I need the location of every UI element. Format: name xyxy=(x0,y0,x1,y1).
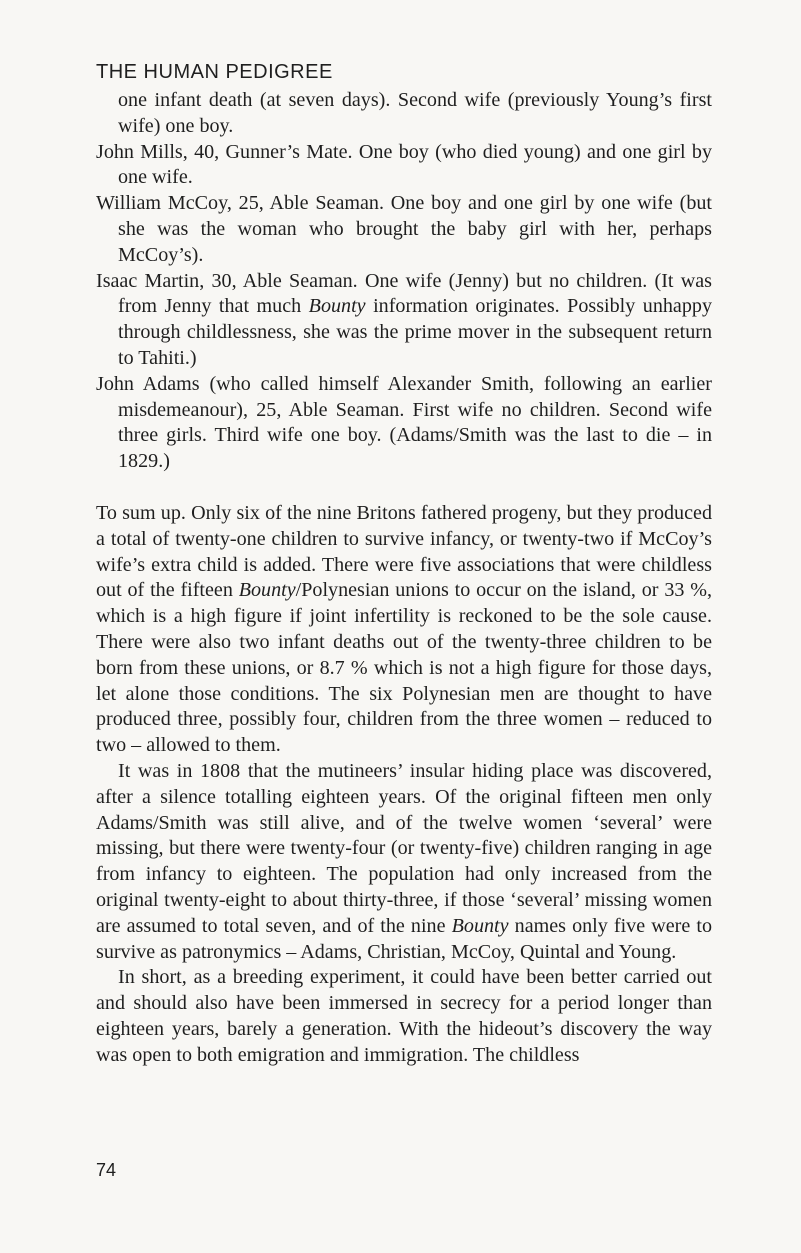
paragraph-summary xyxy=(96,501,712,759)
italic-ship-name: Bounty xyxy=(451,914,509,937)
text-span: Isaac Martin, 30, Able Seaman. One wife (Jenny) but no children. (It was from Jenny that much xyxy=(96,269,712,318)
text-span: /Polynesian unions to occur on the island, or 33 %, which is a high figure if joint infertility is reckoned to be the sole cause. There were also two infant deaths out of the twenty-three children to be born from these unions, or 8.7 % which is not a high figure for those days, let alone those conditions. The six Polynesian men are thought to have produced three, possibly four, children from the three women – reduced to two – allowed to them. xyxy=(96,579,713,757)
paragraph-discovery xyxy=(96,759,712,965)
running-head: THE HUMAN PEDIGREE xyxy=(96,61,333,83)
entry-continuation: one infant death (at seven days). Second wife (previously Young’s first wife) one boy. xyxy=(118,89,712,137)
text-span: It was in 1808 that the mutineers’ insular hiding place was discovered, after a silence totalling eighteen years. Of the original fifteen men only Adams/Smith was still alive, and of the twelve women ‘several’ were missing, but there were twenty-four (or twenty-five) children ranging in age from infancy to eighteen. The population had only increased from the original twenty-eight to about thirty-three, if those ‘several’ missing women are assumed to total seven, and of the nine xyxy=(96,759,712,937)
text-span: To sum up. Only six of the nine Britons fathered progeny, but they produced a total of twenty-one children to survive infancy, or twenty-two if McCoy’s wife’s extra child is added. There were five associations that were childless out of the fifteen xyxy=(96,501,712,602)
entry-john-adams: John Adams (who called himself Alexander Smith, following an earlier misdemeanour), 25, Able Seaman. First wife no children. Second wife three girls. Third wife one boy. (Adams/Smith was the last to die – in 1829.) xyxy=(96,372,712,473)
text-span: information originates. Possibly unhappy through childlessness, she was the prime mover in the subsequent return to Tahiti.) xyxy=(118,295,712,369)
paragraph-conclusion: In short, as a breeding experiment, it could have been better carried out and should also have been immersed in secrecy for a period longer than eighteen years, barely a generation. With the hideout’s discovery the way was open to both emigration and immigration. The childless xyxy=(96,966,712,1066)
body-text xyxy=(96,88,712,1068)
entry-john-mills: John Mills, 40, Gunner’s Mate. One boy (who died young) and one girl by one wife. xyxy=(96,140,712,189)
entry-william-mccoy: William McCoy, 25, Able Seaman. One boy and one girl by one wife (but she was the woman who brought the baby girl with her, perhaps McCoy’s). xyxy=(96,192,712,266)
italic-ship-name: Bounty xyxy=(308,295,366,318)
entry-isaac-martin xyxy=(96,269,712,372)
page-number: 74 xyxy=(96,1160,117,1180)
italic-ship-name: Bounty xyxy=(238,579,296,602)
text-span: names only five were to survive as patronymics – Adams, Christian, McCoy, Quintal and Young. xyxy=(96,914,712,963)
